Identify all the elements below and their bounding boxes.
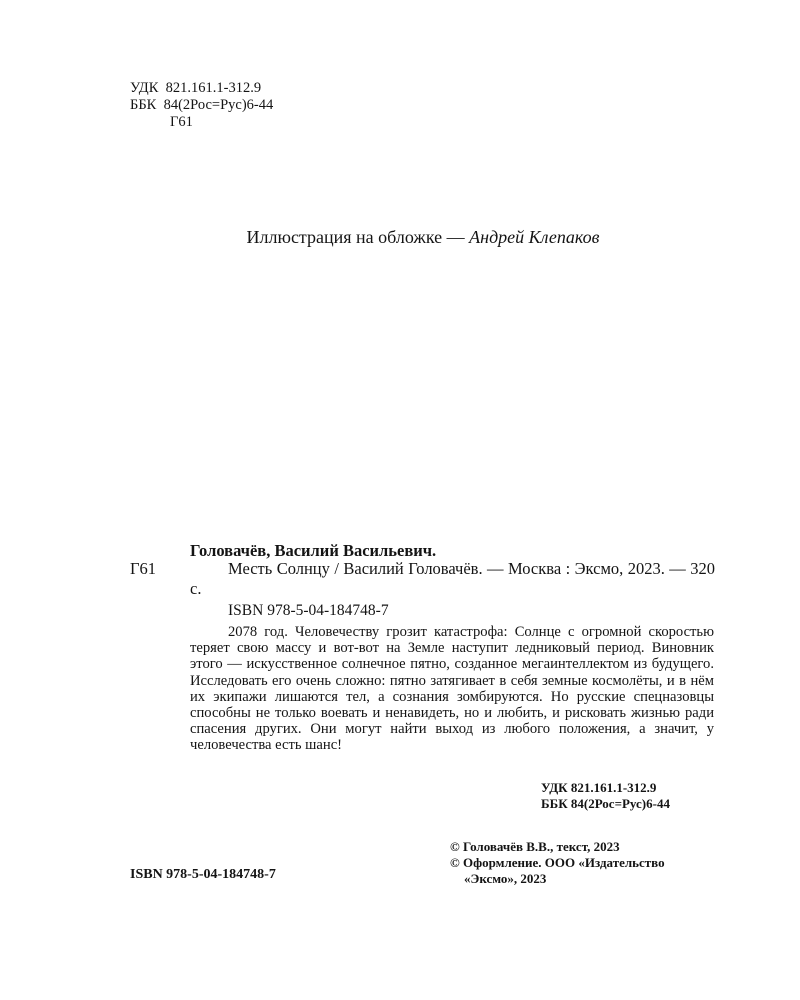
copyright-design-cont: «Эксмо», 2023 (464, 871, 547, 886)
illustrator-name: Андрей Клепаков (469, 227, 600, 247)
catalog-isbn: ISBN 978-5-04-184748-7 (228, 602, 389, 619)
bottom-isbn: ISBN 978-5-04-184748-7 (130, 867, 276, 882)
copyright-design: © Оформление. ООО «Издательство (450, 855, 665, 870)
copyright-block (450, 839, 665, 887)
catalog-author: Головачёв, Василий Васильевич. (190, 541, 437, 560)
catalog-title-line: Месть Солнцу / Василий Головачёв. — Москва : Эксмо, 2023. — 320 с. (190, 559, 715, 598)
udk-code: УДК 821.161.1-312.9 (130, 80, 262, 96)
bbk-code: ББК 84(2Рос=Рус)6-44 (130, 97, 274, 113)
illustration-credit (0, 226, 800, 248)
illustration-prefix: Иллюстрация на обложке — (246, 227, 470, 247)
author-mark: Г61 (170, 114, 193, 130)
top-classification-codes (130, 80, 273, 131)
book-annotation: 2078 год. Человечеству грозит катастрофа: Солнце с огромной скоростью теряет свою массу и вот-вот на Земле наступит ледниковый период. Виновник этого — искусственное солнечное пятно, созданное мегаинтеллектом из будущего. Исследовать его очень сложно: пятно затягивает в себя земные космолёты, и в нём их экипажи лишаются тел, а сознания зомбируются. Но русские спецназовцы способны не только воевать и ненавидеть, но и любить, и рисковать жизнью ради спасения других. Они могут найти выход из любого положения, а значит, у человечества есть шанс! (190, 624, 714, 754)
catalog-codes (541, 780, 670, 812)
catalog-bbk: ББК 84(2Рос=Рус)6-44 (541, 796, 670, 811)
copyright-text: © Головачёв В.В., текст, 2023 (450, 839, 620, 854)
catalog-udk: УДК 821.161.1-312.9 (541, 780, 657, 795)
catalog-author-mark: Г61 (130, 559, 157, 578)
